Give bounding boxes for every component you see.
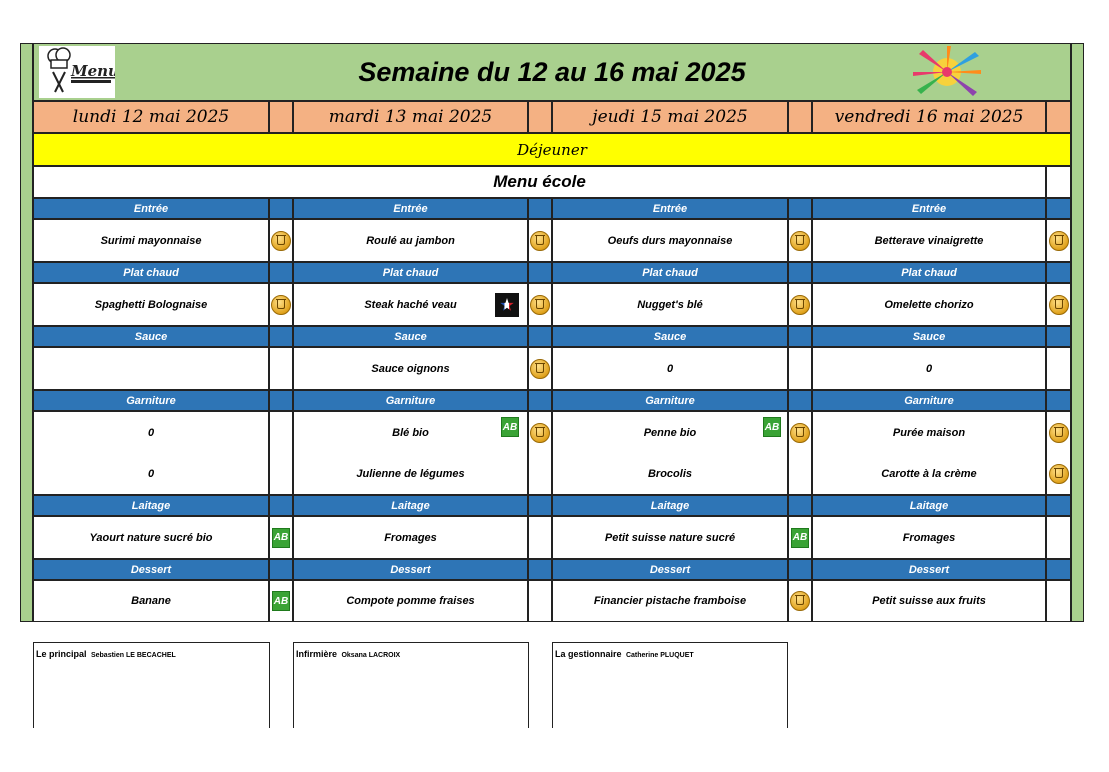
category-label: Plat chaud <box>552 262 788 283</box>
category-label: Entrée <box>293 198 528 219</box>
items-row-laitage <box>33 516 1071 559</box>
organic-ab-icon: AB <box>501 417 519 437</box>
category-label: Laitage <box>293 495 528 516</box>
cutlery-splash-icon <box>909 46 985 98</box>
title-row <box>33 43 1071 101</box>
right-margin-bar <box>1071 43 1084 622</box>
homemade-icon <box>271 231 291 251</box>
menu-logo-text: Menu <box>71 62 115 80</box>
category-row-entree <box>33 198 1071 219</box>
page-title: Semaine du 12 au 16 mai 2025 <box>358 57 746 87</box>
menu-sheet <box>20 43 1084 622</box>
category-label: Dessert <box>812 559 1046 580</box>
homemade-icon <box>530 295 550 315</box>
days-row <box>33 101 1071 133</box>
menu-item: Spaghetti Bolognaise <box>33 283 269 326</box>
menu-item: Julienne de légumes <box>293 454 528 495</box>
menu-item: Fromages <box>293 516 528 559</box>
items-row-garniture-1 <box>33 411 1071 454</box>
organic-ab-icon: AB <box>791 528 809 548</box>
menu-item: Fromages <box>812 516 1046 559</box>
menu-item: Blé bio AB <box>293 411 528 454</box>
menu-item: Betterave vinaigrette <box>812 219 1046 262</box>
signature-box-infirmiere[interactable] <box>293 642 529 728</box>
homemade-icon <box>790 231 810 251</box>
homemade-icon <box>790 591 810 611</box>
homemade-icon <box>530 359 550 379</box>
category-label: Garniture <box>812 390 1046 411</box>
menu-title-row <box>33 166 1071 198</box>
menu-item: Oeufs durs mayonnaise <box>552 219 788 262</box>
category-row-garniture <box>33 390 1071 411</box>
menu-item: Petit suisse nature sucré <box>552 516 788 559</box>
menu-item <box>33 347 269 390</box>
homemade-icon <box>530 231 550 251</box>
homemade-icon <box>1049 464 1069 484</box>
category-label: Entrée <box>33 198 269 219</box>
category-label: Sauce <box>33 326 269 347</box>
menu-grid <box>33 43 1071 622</box>
menu-item: Penne bio AB <box>552 411 788 454</box>
signature-box-gestionnaire[interactable] <box>552 642 788 728</box>
signature-role: Infirmière <box>296 649 338 659</box>
category-label: Plat chaud <box>33 262 269 283</box>
menu-item: Carotte à la crème <box>812 454 1046 495</box>
items-row-sauce <box>33 347 1071 390</box>
category-row-sauce <box>33 326 1071 347</box>
category-label: Sauce <box>552 326 788 347</box>
homemade-icon <box>790 423 810 443</box>
signature-role: La gestionnaire <box>555 649 622 659</box>
menu-item: Banane <box>33 580 269 622</box>
menu-item: Brocolis <box>552 454 788 495</box>
category-label: Plat chaud <box>293 262 528 283</box>
menu-item: Yaourt nature sucré bio <box>33 516 269 559</box>
category-label: Entrée <box>812 198 1046 219</box>
category-label: Dessert <box>293 559 528 580</box>
homemade-icon <box>1049 231 1069 251</box>
category-label: Sauce <box>293 326 528 347</box>
homemade-icon <box>1049 295 1069 315</box>
category-label: Dessert <box>33 559 269 580</box>
category-label: Dessert <box>552 559 788 580</box>
homemade-icon <box>271 295 291 315</box>
menu-item: Surimi mayonnaise <box>33 219 269 262</box>
signature-box-principal[interactable] <box>33 642 270 728</box>
day-header-1: lundi 12 mai 2025 <box>33 101 269 133</box>
homemade-icon <box>1049 423 1069 443</box>
menu-item: 0 <box>812 347 1046 390</box>
items-row-dessert <box>33 580 1071 622</box>
category-label: Laitage <box>812 495 1046 516</box>
menu-item: Nugget's blé <box>552 283 788 326</box>
menu-item: Steak haché veau <box>293 283 528 326</box>
menu-item: Sauce oignons <box>293 347 528 390</box>
organic-ab-icon: AB <box>272 591 290 611</box>
left-margin-bar <box>20 43 33 622</box>
menu-item: Roulé au jambon <box>293 219 528 262</box>
homemade-icon <box>530 423 550 443</box>
day-header-4: vendredi 16 mai 2025 <box>812 101 1046 133</box>
signature-name: Oksana LACROIX <box>341 652 401 659</box>
category-label: Plat chaud <box>812 262 1046 283</box>
items-row-entree <box>33 219 1071 262</box>
day-header-3: jeudi 15 mai 2025 <box>552 101 788 133</box>
signature-role: Le principal <box>36 649 87 659</box>
menu-item: Purée maison <box>812 411 1046 454</box>
category-label: Laitage <box>552 495 788 516</box>
organic-ab-icon: AB <box>272 528 290 548</box>
category-label: Garniture <box>552 390 788 411</box>
menu-title: Menu école <box>33 166 1046 198</box>
menu-item: 0 <box>552 347 788 390</box>
menu-item: 0 <box>33 454 269 495</box>
category-label: Entrée <box>552 198 788 219</box>
cutlery-logo <box>909 46 985 98</box>
items-row-garniture-2 <box>33 454 1071 495</box>
category-row-dessert <box>33 559 1071 580</box>
menu-item: Omelette chorizo <box>812 283 1046 326</box>
viande-francaise-icon <box>495 293 519 317</box>
category-label: Sauce <box>812 326 1046 347</box>
menu-item: 0 <box>33 411 269 454</box>
menu-item: Petit suisse aux fruits <box>812 580 1046 622</box>
menu-item: Financier pistache framboise <box>552 580 788 622</box>
homemade-icon <box>790 295 810 315</box>
category-label: Laitage <box>33 495 269 516</box>
menu-item: Compote pomme fraises <box>293 580 528 622</box>
meal-banner: Déjeuner <box>33 133 1071 166</box>
organic-ab-icon: AB <box>763 417 781 437</box>
category-label: Garniture <box>293 390 528 411</box>
category-row-laitage <box>33 495 1071 516</box>
category-row-plat <box>33 262 1071 283</box>
items-row-plat <box>33 283 1071 326</box>
signature-name: Catherine PLUQUET <box>625 652 694 659</box>
signature-name: Sebastien LE BECACHEL <box>90 652 176 659</box>
category-label: Garniture <box>33 390 269 411</box>
day-header-2: mardi 13 mai 2025 <box>293 101 528 133</box>
